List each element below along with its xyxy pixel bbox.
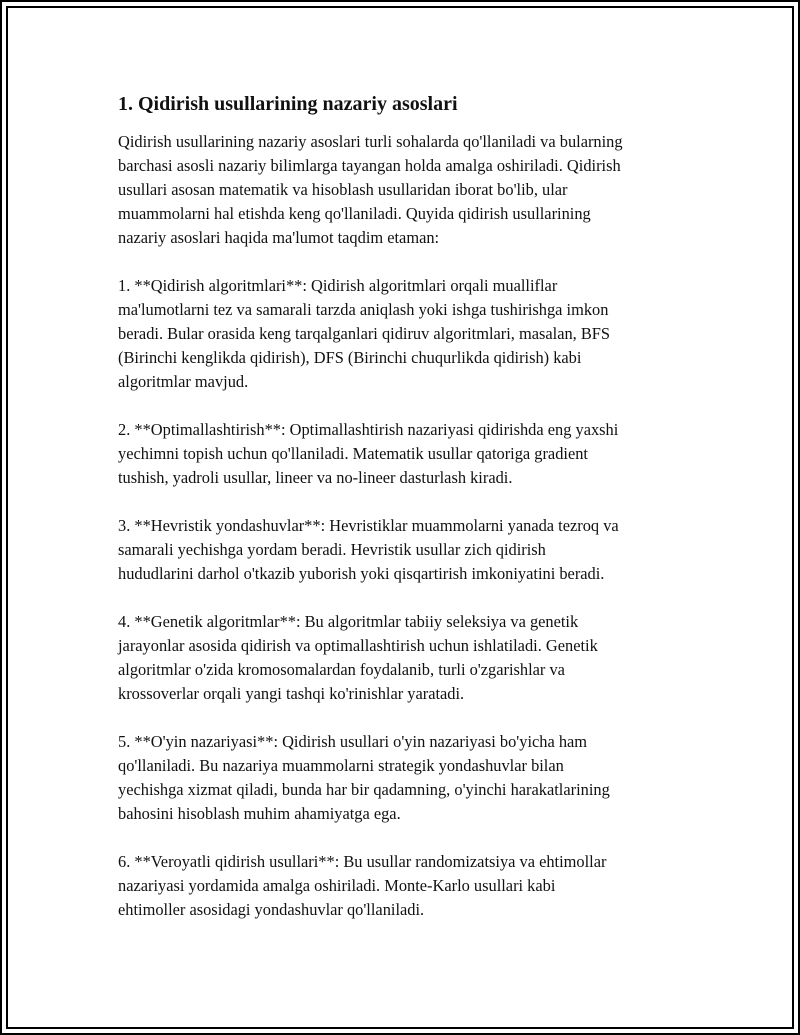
text-line: algoritmlar mavjud. (118, 372, 249, 391)
text-line: krossoverlar orqali yangi tashqi ko'rinishlar yaratadi. (118, 684, 465, 703)
list-item-search-algorithms (118, 274, 698, 394)
text-line: 1. **Qidirish algoritmlari**: Qidirish algoritmlari orqali mualliflar (118, 276, 558, 295)
text-line: 4. **Genetik algoritmlar**: Bu algoritmlar tabiiy seleksiya va genetik (118, 612, 579, 631)
text-line: 3. **Hevristik yondashuvlar**: Hevristiklar muammolarni yanada tezroq va (118, 516, 619, 535)
list-item-heuristics (118, 514, 698, 586)
text-line: qo'llaniladi. Bu nazariya muammolarni strategik yondashuvlar bilan (118, 756, 564, 775)
text-line: 5. **O'yin nazariyasi**: Qidirish usullari o'yin nazariyasi bo'yicha ham (118, 732, 588, 751)
text-line: barchasi asosli nazariy bilimlarga tayangan holda amalga oshiriladi. Qidirish (118, 156, 621, 175)
text-line: Qidirish usullarining nazariy asoslari turli sohalarda qo'llaniladi va bularning (118, 132, 623, 151)
list-item-probabilistic-search (118, 850, 698, 922)
text-line: algoritmlar o'zida kromosomalardan foydalanib, turli o'zgarishlar va (118, 660, 565, 679)
text-line: tushish, yadroli usullar, lineer va no-lineer dasturlash kiradi. (118, 468, 513, 487)
text-line: hududlarini darhol o'tkazib yuborish yoki qisqartirish imkoniyatini beradi. (118, 564, 605, 583)
text-line: beradi. Bular orasida keng tarqalganlari qidiruv algoritmlari, masalan, BFS (118, 324, 611, 343)
text-line: yechishga xizmat qiladi, bunda har bir qadamning, o'yinchi harakatlarining (118, 780, 610, 799)
list-item-game-theory (118, 730, 698, 826)
text-line: samarali yechishga yordam beradi. Hevristik usullar zich qidirish (118, 540, 546, 559)
document-title: 1. Qidirish usullarining nazariy asoslari (118, 93, 458, 115)
text-line: muammolarni hal etishda keng qo'llaniladi. Quyida qidirish usullarining (118, 204, 591, 223)
text-line: 6. **Veroyatli qidirish usullari**: Bu usullar randomizatsiya va ehtimollar (118, 852, 607, 871)
text-line: jarayonlar asosida qidirish va optimallashtirish uchun ishlatiladi. Genetik (118, 636, 598, 655)
text-line: nazariy asoslari haqida ma'lumot taqdim etaman: (118, 228, 440, 247)
text-line: 2. **Optimallashtirish**: Optimallashtirish nazariyasi qidirishda eng yaxshi (118, 420, 619, 439)
text-line: yechimni topish uchun qo'llaniladi. Matematik usullar qatoriga gradient (118, 444, 588, 463)
intro-paragraph (118, 130, 698, 250)
text-line: (Birinchi kenglikda qidirish), DFS (Birinchi chuqurlikda qidirish) kabi (118, 348, 582, 367)
text-line: ma'lumotlarni tez va samarali tarzda aniqlash yoki ishga tushirishga imkon (118, 300, 609, 319)
document-body (118, 90, 698, 946)
list-item-optimization (118, 418, 698, 490)
list-item-genetic-algorithms (118, 610, 698, 706)
text-line: ehtimoller asosidagi yondashuvlar qo'llaniladi. (118, 900, 425, 919)
text-line: nazariyasi yordamida amalga oshiriladi. Monte-Karlo usullari kabi (118, 876, 556, 895)
text-line: bahosini hisoblash muhim ahamiyatga ega. (118, 804, 401, 823)
text-line: usullari asosan matematik va hisoblash usullaridan iborat bo'lib, ular (118, 180, 568, 199)
